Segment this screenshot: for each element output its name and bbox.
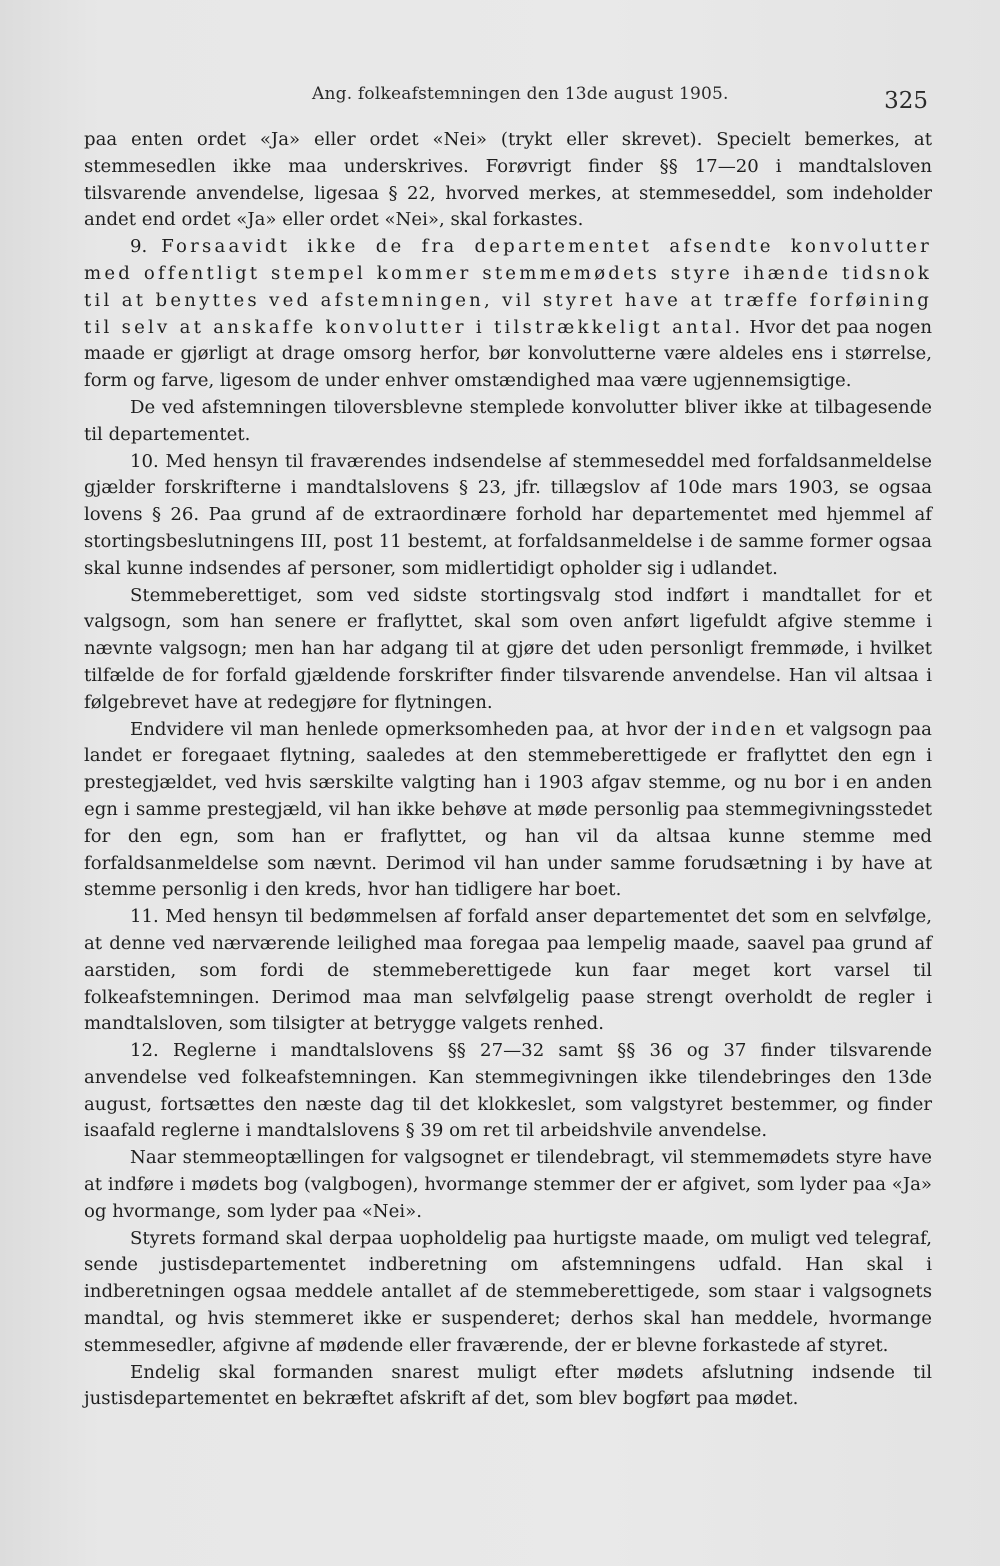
paragraph-text: Endelig skal formanden snarest muligt efter mødets afslutning indsende til justisdepartementet en bekræftet afskrift af det, som blev bogført paa mødet. <box>84 1361 932 1410</box>
paragraph-text: 12. Reglerne i mandtalslovens §§ 27—32 samt §§ 36 og 37 finder tilsvarende anvendelse ved folkeafstemningen. Kan stemmegivningen ikke tilendebringes den 13de august, fortsættes den næste dag til det klokkeslet, som valgstyret bestemmer, og finder isaafald reglerne i mandtalslovens § 39 om ret til arbeidshvile anvendelse. <box>84 1040 932 1142</box>
paragraph-text: Naar stemmeoptællingen for valgsognet er tilendebragt, vil stemmemødets styre have at indføre i mødets bog (valgbogen), hvormange stemmer der er afgivet, som lyder paa «Ja» og hvormange, som lyder paa «Nei». <box>84 1147 932 1222</box>
paragraph-final-copy <box>84 1360 932 1414</box>
paragraph-text: 11. Med hensyn til bedømmelsen af forfald anser departementet det som en selvfølge, at denne ved nærværende leilighed maa foregaa paa lempelig maade, saavel paa grund af aarstiden, som fordi de stemmeberettigede kun faar meget kort varsel til folkeafstemningen. Derimod maa man selvfølgelig paase strengt overholdt de regler i mandtalsloven, som tilsigter at betrygge valgets renhed. <box>84 906 932 1035</box>
paragraph-section-11 <box>84 904 932 1038</box>
running-title: Ang. folkeafstemningen den 13de august 1905. <box>312 84 729 104</box>
paragraph-vote-count <box>84 1145 932 1225</box>
paragraph-chair-report <box>84 1226 932 1360</box>
paragraph-leftover-envelopes <box>84 395 932 449</box>
spaced-emphasis-word: inden <box>711 718 779 740</box>
paragraph-section-12 <box>84 1038 932 1145</box>
paragraph-text: paa enten ordet «Ja» eller ordet «Nei» (trykt eller skrevet). Specielt bemerkes, at stemmesedlen ikke maa underskrives. Forøvrigt finder §§ 17—20 i mandtalsloven tilsvarende anvendelse, ligesaa § 22, hvorved merkes, at stemmeseddel, som indeholder andet end ordet «Ja» eller ordet «Nei», skal forkastes. <box>84 129 932 231</box>
paragraph-text: Endvidere vil man henlede opmerksomheden paa, at hvor der <box>130 718 705 740</box>
spaced-emphasis-text: Forsaavidt ikke de fra departementet afsendte konvolutter med offentligt stempel kommer stemmemødets styre ihænde tidsnok til at benyttes ved afstemningen, vil styret have at træffe forføining til selv at anskaffe konvolutter i tilstrækkeligt antal. <box>84 236 932 338</box>
paragraph-rural-relocation <box>84 717 932 905</box>
paragraph-text: Styrets formand skal derpaa uopholdelig paa hurtigste maade, om muligt ved telegraf, sende justisdepartementet indberetning om afstemningens udfald. Han skal i indberetningen ogsaa meddele antallet af de stemmeberettigede, som staar i valgsognets mandtal, og hvis stemmeret ikke er suspenderet; derhos skal han meddele, hvormange stemmesedler, afgivne af mødende eller fraværende, der er blevne forkastede af styret. <box>84 1227 932 1356</box>
body-text <box>84 127 932 1413</box>
paragraph-ballot-rules <box>84 127 932 234</box>
paragraph-text: 10. Med hensyn til fraværendes indsendelse af stemmeseddel med forfaldsanmeldelse gjælder forskrifterne i mandtalslovens § 23, jfr. tillægslov af 10de mars 1903, se ogsaa lovens § 26. Paa grund af de extraordinære forhold har departementet med hjemmel af stortingsbeslutningens III, post 11 bestemt, at forfaldsanmeldelse i de samme former ogsaa skal kunne indsendes af personer, som midlertidigt opholder sig i udlandet. <box>84 450 932 579</box>
page-number: 325 <box>884 88 928 114</box>
paragraph-text: De ved afstemningen tiloversblevne stemplede konvolutter bliver ikke at tilbagesende til departementet. <box>84 396 932 445</box>
section-number: 9. <box>130 236 148 258</box>
paragraph-section-9 <box>84 234 932 395</box>
paragraph-section-10 <box>84 449 932 583</box>
page-header <box>82 82 928 112</box>
paragraph-text: Hvor det paa nogen maade er gjørligt at drage omsorg herfor, bør konvolutterne være aldeles ens i størrelse, form og farve, ligesom de under enhver omstændighed maa være ugjennemsigtige. <box>84 316 932 392</box>
paragraph-relocated-voters <box>84 583 932 717</box>
paragraph-text: et valgsogn paa landet er foregaaet flytning, saaledes at den stemmeberettigede er fraflyttet den egn i prestegjældet, ved hvis særskilte valgting han i 1903 afgav stemme, og nu bor i en anden egn i samme prestegjæld, vil han ikke behøve at møde personlig paa stemmegivningsstedet for den egn, som han er fraflyttet, og han vil da altsaa kunne stemme med forfaldsanmeldelse som nævnt. Derimod vil han under samme forudsætning i by have at stemme personlig i den kreds, hvor han tidligere har boet. <box>84 718 932 901</box>
paragraph-text: Stemmeberettiget, som ved sidste stortingsvalg stod indført i mandtallet for et valgsogn, som han senere er fraflyttet, skal som oven anført ligefuldt afgive stemme i nævnte valgsogn; men han har adgang til at gjøre det uden personligt fremmøde, i hvilket tilfælde de for forfald gjældende forskrifter finder tilsvarende anvendelse. Han vil altsaa i følgebrevet have at redegjøre for flytningen. <box>84 584 932 713</box>
